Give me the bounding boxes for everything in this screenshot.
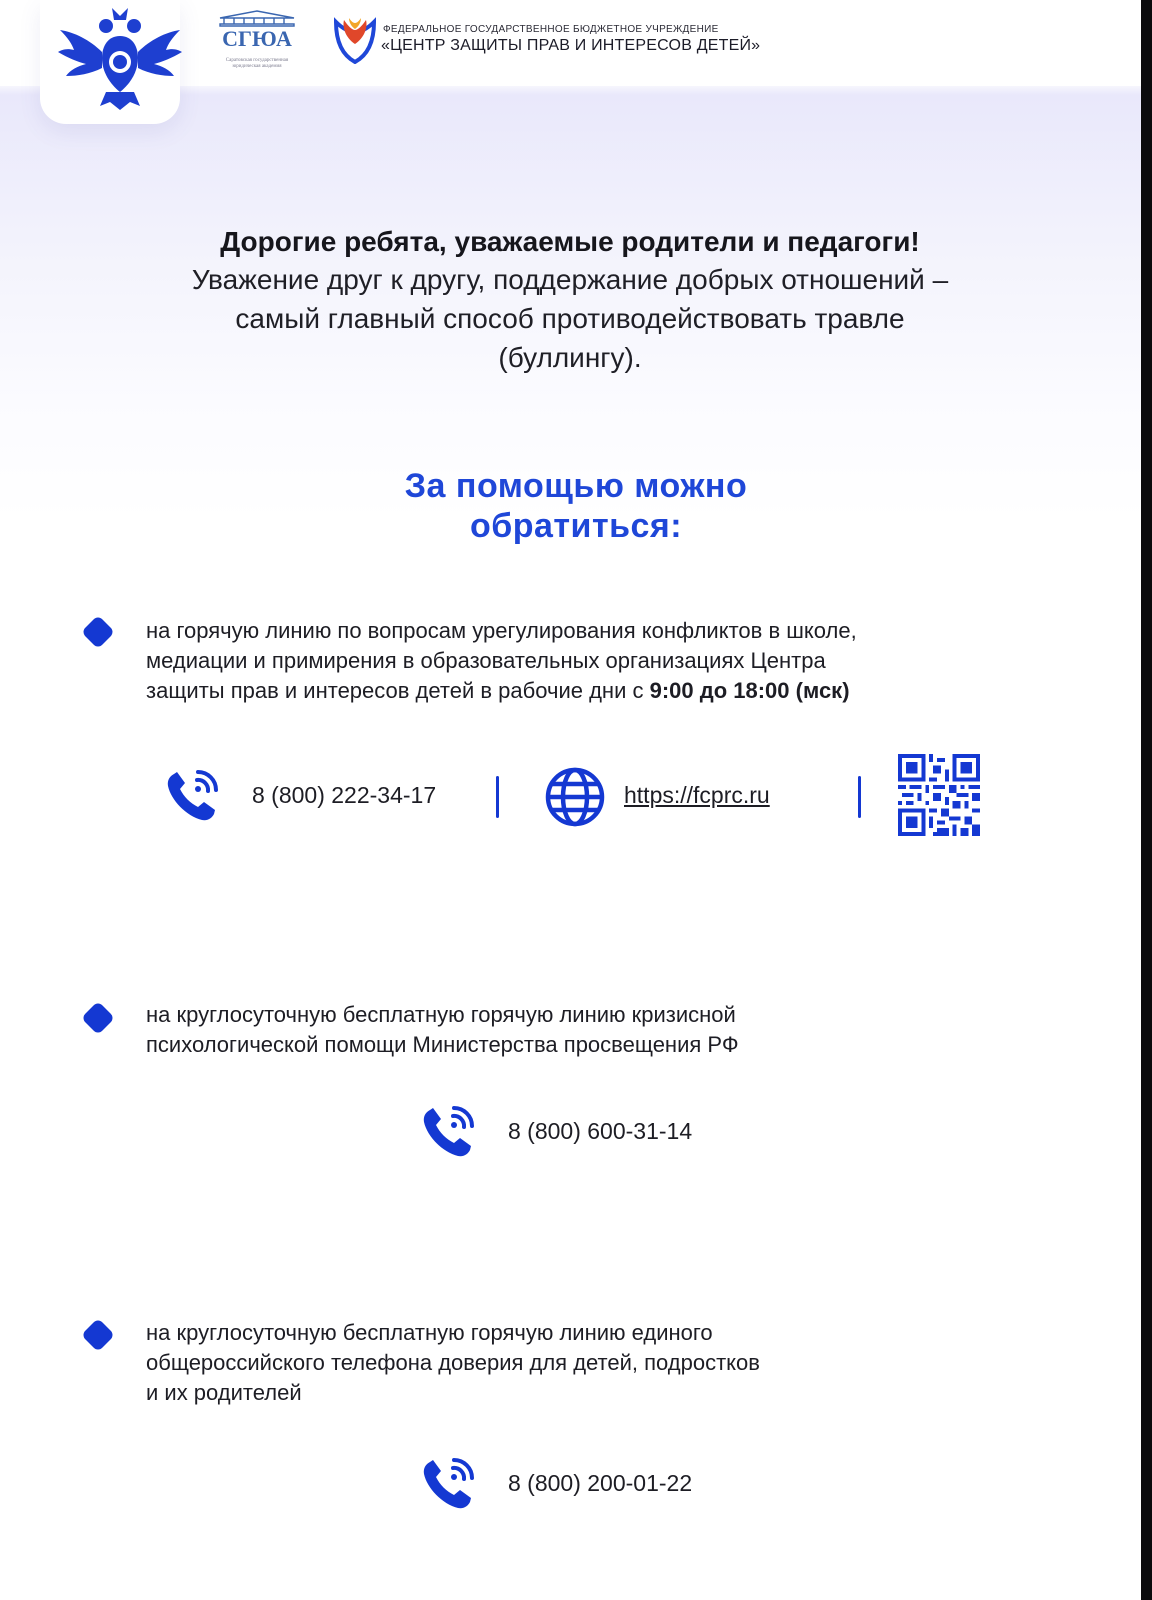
divider <box>858 776 861 818</box>
item-3-line-2: общероссийского телефона доверия для детей, подростков <box>146 1350 760 1375</box>
intro-title: Дорогие ребята, уважаемые родители и педагоги! <box>220 226 920 257</box>
children-rights-center-logo-icon <box>332 14 378 64</box>
item-1-line-3-normal: защиты прав и интересов детей в рабочие дни с <box>146 678 650 703</box>
bullet-icon <box>81 1001 115 1035</box>
phone-number-2[interactable]: 8 (800) 600-31-14 <box>508 1118 693 1144</box>
item-3-line-1: на круглосуточную бесплатную горячую линию единого <box>146 1320 713 1345</box>
item-1-line-3 <box>146 676 857 706</box>
intro-line-1: Уважение друг к другу, поддержание добрых отношений – <box>191 264 949 295</box>
screen-edge <box>1141 0 1152 1600</box>
phone-number-3[interactable]: 8 (800) 200-01-22 <box>508 1470 693 1496</box>
sgua-logo-subtext: Саратовская государственная юридическая академия <box>225 58 289 69</box>
item-3-line-3: и их родителей <box>146 1380 302 1405</box>
help-heading <box>300 466 852 546</box>
divider <box>496 776 499 818</box>
item-1-text <box>146 616 857 706</box>
website-link[interactable]: https://fcprc.ru <box>624 782 770 808</box>
sgua-logo-text: СГЮА <box>222 26 292 51</box>
item-1-line-1: на горячую линию по вопросам урегулирования конфликтов в школе, <box>146 618 857 643</box>
org-name-line2: «ЦЕНТР ЗАЩИТЫ ПРАВ И ИНТЕРЕСОВ ДЕТЕЙ» <box>381 37 761 54</box>
help-heading-line-2: обратиться: <box>469 507 683 545</box>
phone-number-1[interactable]: 8 (800) 222-34-17 <box>252 782 437 808</box>
bullet-icon <box>81 1318 115 1352</box>
item-1-hours: 9:00 до 18:00 (мск) <box>649 678 850 703</box>
sgua-logo <box>214 10 300 74</box>
intro <box>60 224 1080 377</box>
item-2-line-2: психологической помощи Министерства просвещения РФ <box>146 1032 739 1057</box>
phone-icon <box>420 1454 478 1512</box>
phone-icon <box>420 1102 478 1160</box>
globe-icon <box>544 766 606 828</box>
intro-line-3: (буллингу). <box>498 342 642 373</box>
intro-line-2: самый главный способ противодействовать травле <box>235 303 905 334</box>
bullet-icon <box>81 615 115 649</box>
qr-code-icon[interactable] <box>898 754 980 836</box>
double-headed-eagle-emblem-icon <box>56 6 184 112</box>
item-1-line-2: медиации и примирения в образовательных организациях Центра <box>146 648 826 673</box>
item-2-text <box>146 1000 739 1060</box>
item-2-line-1: на круглосуточную бесплатную горячую линию кризисной <box>146 1002 736 1027</box>
org-name-line1: ФЕДЕРАЛЬНОЕ ГОСУДАРСТВЕННОЕ БЮДЖЕТНОЕ УЧРЕЖДЕНИЕ <box>383 24 719 35</box>
phone-icon <box>164 766 222 824</box>
help-heading-line-1: За помощью можно <box>404 467 748 505</box>
item-3-text <box>146 1318 760 1408</box>
